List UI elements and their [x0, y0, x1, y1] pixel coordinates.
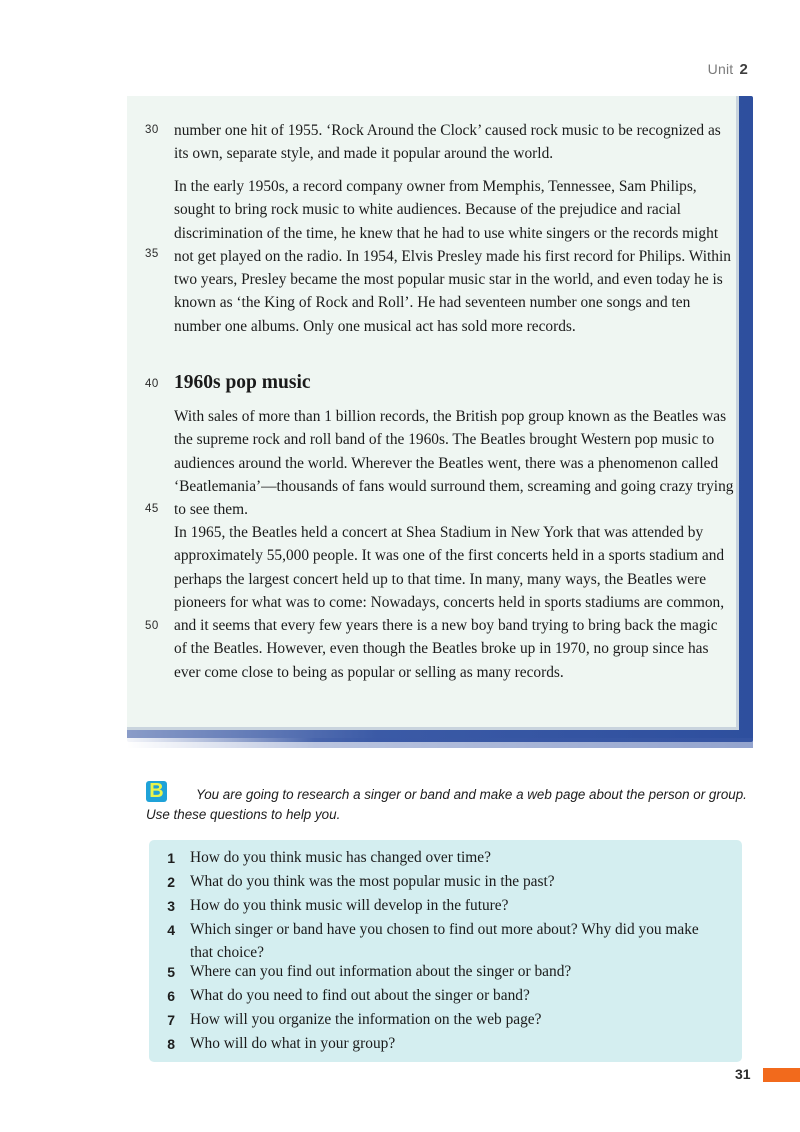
line-number-45: 45: [145, 503, 159, 515]
page-number: 31: [735, 1066, 751, 1082]
activity-b-badge: B: [146, 781, 167, 802]
question-text: How will you organize the information on the web page?: [190, 1011, 542, 1028]
reading-paragraph-4: In 1965, the Beatles held a concert at Shea Stadium in New York that was attended by approximately 55,000 people. It was one of the first concerts held in a sports stadium and perhaps the largest concert held up to that time. In many, many ways, the Beatles were pioneers for what was to come: Nowadays, concerts held in sports stadiums are common, and it seems that every few years there is a new boy band trying to bring back the magic of the Beatles. However, even though the Beatles broke up in 1970, no group since has ever come close to being as popular or selling as many records.: [174, 524, 725, 681]
unit-label: Unit: [707, 61, 734, 77]
reading-paragraph-3: With sales of more than 1 billion records, the British pop group known as the Beatles was the supreme rock and roll band of the 1960s. The Beatles brought Western pop music to audiences around the world. Wherever the Beatles went, there was a phenomenon called ‘Beatlemania’—thousands of fans would surround them, screaming and going crazy trying to see them.: [174, 408, 734, 519]
question-number: 5: [167, 964, 175, 980]
question-text: How do you think music will develop in the future?: [190, 897, 509, 914]
line-number-30: 30: [145, 124, 159, 136]
question-number: 3: [167, 898, 175, 914]
line-number-35: 35: [145, 248, 159, 260]
question-text: What do you need to find out about the singer or band?: [190, 987, 530, 1004]
questions-box: [149, 840, 742, 1062]
question-number: 4: [167, 922, 175, 938]
question-number: 8: [167, 1036, 175, 1052]
question-number: 6: [167, 988, 175, 1004]
question-text: What do you think was the most popular music in the past?: [190, 873, 555, 890]
line-number-50: 50: [145, 620, 159, 632]
question-text: How do you think music has changed over time?: [190, 849, 491, 866]
line-number-40: 40: [145, 378, 159, 390]
question-number: 2: [167, 874, 175, 890]
section-heading: 1960s pop music: [174, 372, 311, 393]
question-text: Which singer or band have you chosen to find out more about? Why did you make that choice?: [190, 921, 699, 961]
unit-number: 2: [739, 61, 748, 78]
question-text: Where can you find out information about the singer or band?: [190, 963, 572, 980]
activity-b-instruction: You are going to research a singer or band and make a web page about the person or group. Use these questions to help you.: [146, 787, 747, 822]
reading-panel-shadow-edge: [127, 738, 753, 748]
reading-paragraph-1: number one hit of 1955. ‘Rock Around the Clock’ caused rock music to be recognized as its own, separate style, and made it popular around the world.: [174, 122, 721, 163]
question-number: 7: [167, 1012, 175, 1028]
reading-paragraph-2: In the early 1950s, a record company owner from Memphis, Tennessee, Sam Philips, sought to bring rock music to white audiences. Because of the prejudice and racial discrimination of the time, he knew that he had to use white singers or the records might not get played on the radio. In 1954, Elvis Presley made his first record for Philips. Within two years, Presley became the most popular music star in the world, and even today he is known as ‘the King of Rock and Roll’. He had seventeen number one songs and ten number one albums. Only one musical act has sold more records.: [174, 178, 731, 335]
question-text: Who will do what in your group?: [190, 1035, 396, 1052]
page-number-accent-bar: [763, 1068, 800, 1082]
unit-header: [708, 61, 748, 78]
question-number: 1: [167, 850, 175, 866]
